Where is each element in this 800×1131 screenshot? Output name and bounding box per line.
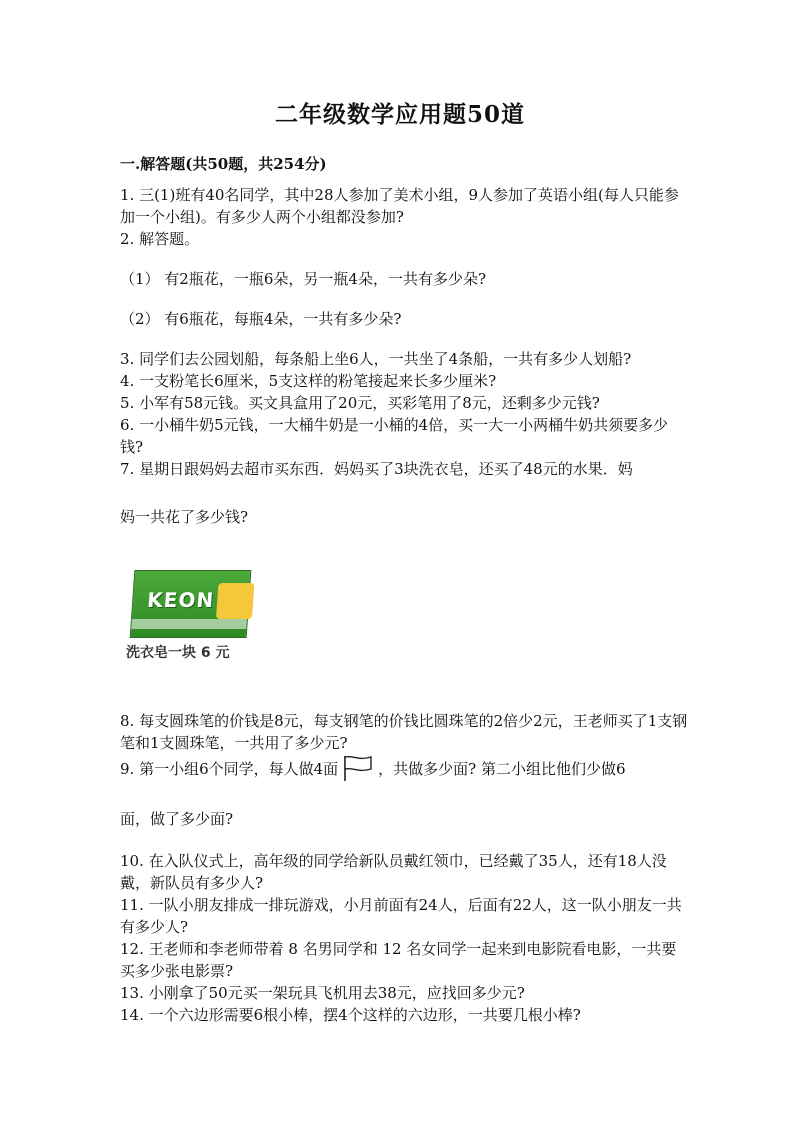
question-list bbox=[120, 184, 690, 1026]
soap-box-graphic bbox=[130, 570, 252, 638]
section-heading: 一.解答题(共50题，共254分) bbox=[120, 155, 327, 173]
question-2-part-2: （2） 有6瓶花，每瓶4朵，一共有多少朵? bbox=[120, 310, 402, 328]
soap-caption: 洗衣皂一块 6 元 bbox=[126, 645, 230, 661]
question-10: 10. 在入队仪式上，高年级的同学给新队员戴红领巾，已经戴了35人，还有18人没戴，新队员有多少人? bbox=[120, 852, 667, 892]
question-1: 1. 三(1)班有40名同学，其中28人参加了美术小组，9人参加了英语小组(每人只能参加一个小组)。有多少人两个小组都没参加? bbox=[120, 186, 679, 226]
question-14: 14. 一个六边形需要6根小棒，摆4个这样的六边形，一共要几根小棒? bbox=[120, 1006, 581, 1024]
flag-icon bbox=[342, 754, 374, 782]
page-title: 二年级数学应用题50道 bbox=[274, 101, 525, 128]
question-7-line-1: 7. 星期日跟妈妈去超市买东西．妈妈买了3块洗衣皂，还买了48元的水果．妈 bbox=[120, 460, 633, 478]
question-11: 11. 一队小朋友排成一排玩游戏，小月前面有24人，后面有22人，这一队小朋友一共有多少人? bbox=[120, 896, 682, 936]
soap-image bbox=[126, 568, 286, 678]
question-2: 2. 解答题。 bbox=[120, 230, 200, 248]
question-13: 13. 小刚拿了50元买一架玩具飞机用去38元，应找回多少元? bbox=[120, 984, 525, 1002]
question-2-part-1: （1） 有2瓶花，一瓶6朵，另一瓶4朵，一共有多少朵? bbox=[120, 270, 486, 288]
question-7-line-2: 妈一共花了多少钱? bbox=[120, 508, 249, 526]
question-5: 5. 小军有58元钱。买文具盒用了20元，买彩笔用了8元，还剩多少元钱? bbox=[120, 394, 600, 412]
question-6: 6. 一小桶牛奶5元钱，一大桶牛奶是一小桶的4倍，买一大一小两桶牛奶共须要多少钱? bbox=[120, 416, 669, 456]
question-12: 12. 王老师和李老师带着 8 名男同学和 12 名女同学一起来到电影院看电影，一共要买多少张电影票? bbox=[120, 940, 677, 980]
question-4: 4. 一支粉笔长6厘米，5支这样的粉笔接起来长多少厘米? bbox=[120, 372, 497, 390]
question-3: 3. 同学们去公园划船，每条船上坐6人，一共坐了4条船，一共有多少人划船? bbox=[120, 350, 632, 368]
question-9-line-1: 9. 第一小组6个同学，每人做4面 ，共做多少面? 第二小组比他们少做6 bbox=[120, 754, 690, 782]
soap-label-graphic bbox=[216, 583, 255, 619]
soap-brand-logo: KEON bbox=[146, 588, 216, 612]
question-8: 8. 每支圆珠笔的价钱是8元，每支钢笔的价钱比圆珠笔的2倍少2元，王老师买了1支钢笔和1支圆珠笔，一共用了多少元? bbox=[120, 712, 688, 752]
question-9-line-2: 面，做了多少面? bbox=[120, 810, 234, 828]
